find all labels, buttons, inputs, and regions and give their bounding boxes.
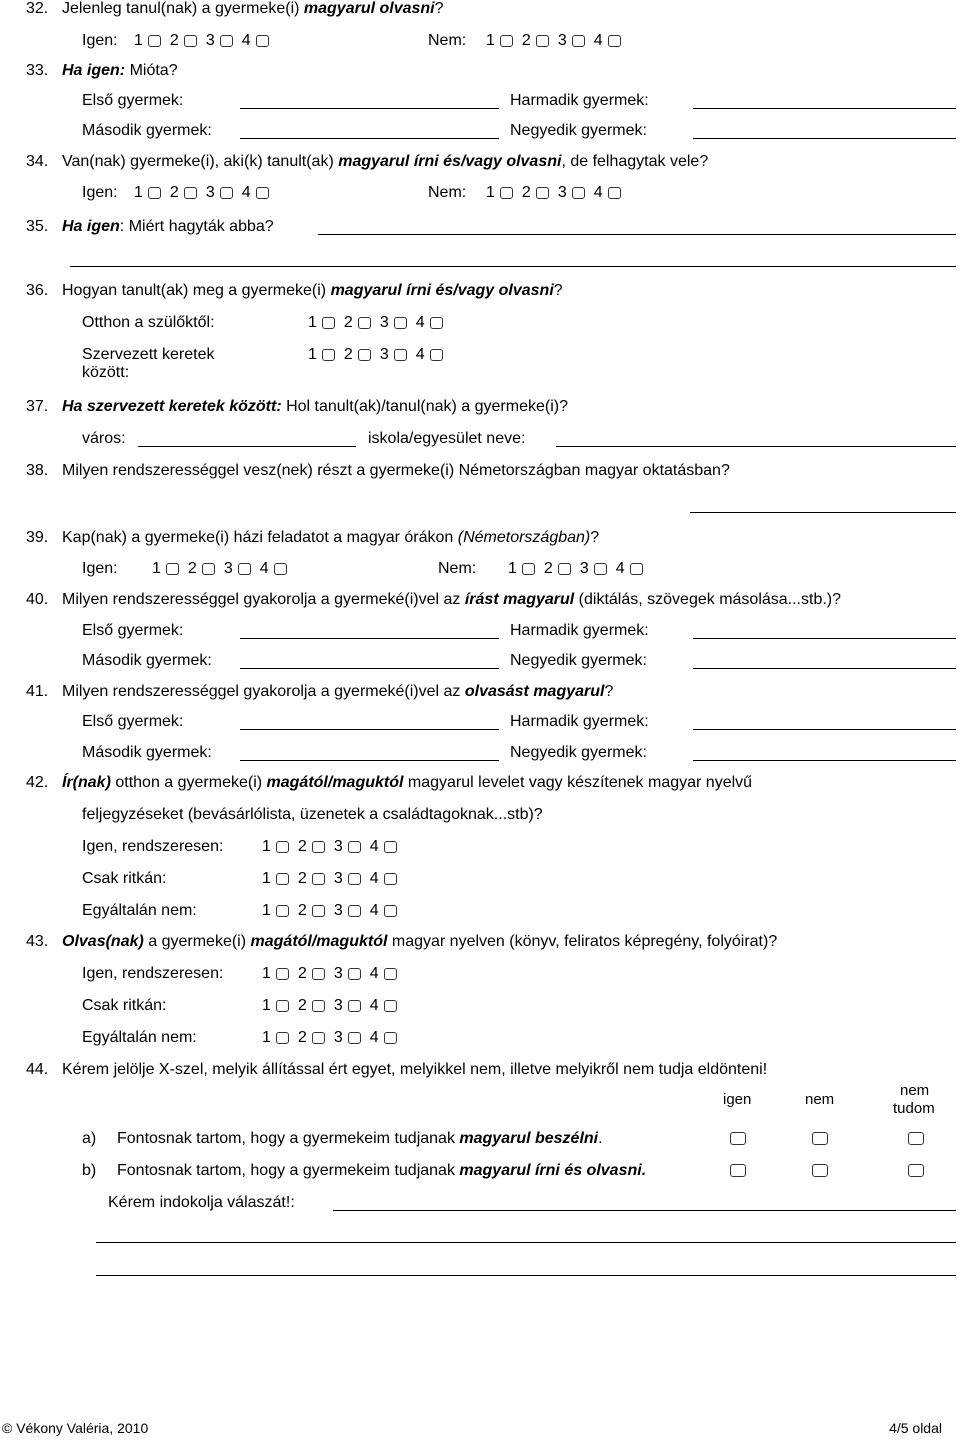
q37-number: 37. — [26, 398, 49, 415]
q43-rare-label: Csak ritkán: — [82, 997, 167, 1014]
q34-yes-options: 1 2 3 4 — [134, 184, 269, 202]
checkbox[interactable] — [312, 1032, 325, 1044]
checkbox[interactable] — [430, 317, 443, 329]
q41-text: Milyen rendszerességgel gyakorolja a gyermeké(i)vel az olvasást magyarul? — [62, 683, 614, 700]
q42-regular-options: 1 2 3 4 — [262, 838, 397, 856]
checkbox[interactable] — [500, 187, 513, 199]
q44-b-no-checkbox[interactable] — [812, 1164, 828, 1177]
q42-never-options: 1 2 3 4 — [262, 902, 397, 920]
q39-number: 39. — [26, 529, 49, 546]
checkbox[interactable] — [358, 349, 371, 361]
checkbox[interactable] — [276, 905, 289, 917]
checkbox[interactable] — [558, 563, 571, 575]
q40-third-answer-line[interactable] — [693, 638, 956, 639]
checkbox[interactable] — [384, 905, 397, 917]
q41-fourth-answer-line[interactable] — [693, 760, 956, 761]
q44-col-yes: igen — [723, 1091, 752, 1108]
q40-first-label: Első gyermek: — [82, 622, 184, 639]
q44-b-letter: b) — [82, 1162, 97, 1179]
q39-no-label: Nem: — [438, 560, 477, 577]
checkbox[interactable] — [312, 905, 325, 917]
q44-reason-line-3[interactable] — [96, 1275, 956, 1276]
q41-fourth-label: Negyedik gyermek: — [510, 744, 647, 761]
q34-number: 34. — [26, 153, 49, 170]
q44-col-no: nem — [805, 1091, 835, 1108]
q32-text: Jelenleg tanul(nak) a gyermeke(i) magyarul olvasni? — [62, 0, 444, 17]
checkbox[interactable] — [148, 35, 161, 47]
q42-rare-label: Csak ritkán: — [82, 870, 167, 887]
checkbox[interactable] — [430, 349, 443, 361]
q42-number: 42. — [26, 774, 49, 791]
q44-a-letter: a) — [82, 1130, 97, 1147]
checkbox[interactable] — [276, 873, 289, 885]
checkbox[interactable] — [166, 563, 179, 575]
checkbox[interactable] — [348, 1000, 361, 1012]
checkbox[interactable] — [522, 563, 535, 575]
q33-number: 33. — [26, 62, 49, 79]
q35-answer-line[interactable] — [318, 234, 956, 235]
checkbox[interactable] — [536, 187, 549, 199]
q43-text: Olvas(nak) a gyermeke(i) magától/maguktól magyar nyelven (könyv, feliratos képregény, folyóirat)? — [62, 933, 778, 950]
checkbox[interactable] — [238, 563, 251, 575]
checkbox[interactable] — [594, 563, 607, 575]
q36-home-options: 1 2 3 4 — [308, 314, 443, 332]
q42-text-2: feljegyzéseket (bevásárlólista, üzenetek a családtagoknak...stb)? — [82, 806, 543, 823]
q33-text: Ha igen: Mióta? — [62, 62, 178, 79]
checkbox[interactable] — [394, 317, 407, 329]
checkbox[interactable] — [148, 187, 161, 199]
q43-regular-options: 1 2 3 4 — [262, 965, 397, 983]
q43-regular-label: Igen, rendszeresen: — [82, 965, 224, 982]
q41-number: 41. — [26, 683, 49, 700]
q37-school-line[interactable] — [556, 446, 956, 447]
q37-city-line[interactable] — [138, 446, 356, 447]
q44-a-text: Fontosnak tartom, hogy a gyermekeim tudjanak magyarul beszélni. — [117, 1130, 603, 1147]
q32-no-options: 1 2 3 4 — [486, 32, 621, 50]
q32-number: 32. — [26, 0, 49, 17]
q33-fourth-answer-line[interactable] — [693, 138, 956, 139]
checkbox[interactable] — [184, 35, 197, 47]
q36-organized-label-2: között: — [82, 364, 130, 381]
q44-a-yes-checkbox[interactable] — [730, 1132, 746, 1145]
q37-city-label: város: — [82, 430, 126, 447]
q43-never-label: Egyáltalán nem: — [82, 1029, 197, 1046]
checkbox[interactable] — [348, 905, 361, 917]
q33-third-label: Harmadik gyermek: — [510, 92, 649, 109]
q33-third-answer-line[interactable] — [693, 108, 956, 109]
q38-text: Milyen rendszerességgel vesz(nek) részt a gyermeke(i) Németországban magyar oktatásban? — [62, 462, 730, 479]
q35-text: Ha igen: Miért hagyták abba? — [62, 218, 274, 235]
q44-b-dontknow-checkbox[interactable] — [908, 1164, 924, 1177]
q42-rare-options: 1 2 3 4 — [262, 870, 397, 888]
checkbox[interactable] — [276, 968, 289, 980]
q36-number: 36. — [26, 282, 49, 299]
q40-second-answer-line[interactable] — [240, 668, 499, 669]
q40-fourth-answer-line[interactable] — [693, 668, 956, 669]
checkbox[interactable] — [384, 1000, 397, 1012]
q44-a-dontknow-checkbox[interactable] — [908, 1132, 924, 1145]
checkbox[interactable] — [276, 1000, 289, 1012]
checkbox[interactable] — [312, 1000, 325, 1012]
q42-text: Ír(nak) otthon a gyermeke(i) magától/maguktól magyarul levelet vagy készítenek magyar nyelvű — [62, 774, 753, 791]
q44-number: 44. — [26, 1061, 49, 1078]
q43-never-options: 1 2 3 4 — [262, 1029, 397, 1047]
q36-organized-label: Szervezett keretek — [82, 346, 215, 363]
footer-page-number: 4/5 oldal — [889, 1420, 942, 1436]
q41-first-answer-line[interactable] — [240, 729, 499, 730]
q32-yes-options: 1 2 3 4 — [134, 32, 269, 50]
q39-text: Kap(nak) a gyermeke(i) házi feladatot a magyar órákon (Németországban)? — [62, 529, 600, 546]
checkbox[interactable] — [500, 35, 513, 47]
q40-fourth-label: Negyedik gyermek: — [510, 652, 647, 669]
checkbox[interactable] — [274, 563, 287, 575]
q40-second-label: Második gyermek: — [82, 652, 212, 669]
q40-number: 40. — [26, 591, 49, 608]
q34-no-options: 1 2 3 4 — [486, 184, 621, 202]
checkbox[interactable] — [312, 841, 325, 853]
q44-reason-line-1[interactable] — [333, 1210, 956, 1211]
q35-answer-line-2[interactable] — [70, 266, 956, 267]
checkbox[interactable] — [384, 873, 397, 885]
checkbox[interactable] — [312, 873, 325, 885]
q44-b-yes-checkbox[interactable] — [730, 1164, 746, 1177]
q37-text: Ha szervezett keretek között: Hol tanult(ak)/tanul(nak) a gyermeke(i)? — [62, 398, 568, 415]
q39-yes-options: 1 2 3 4 — [152, 560, 287, 578]
q33-first-label: Első gyermek: — [82, 92, 184, 109]
q41-second-answer-line[interactable] — [240, 760, 499, 761]
checkbox[interactable] — [348, 1032, 361, 1044]
q44-text: Kérem jelölje X-szel, melyik állítással ért egyet, melyikkel nem, illetve melyikről nem tudja eldönteni! — [62, 1061, 768, 1078]
checkbox[interactable] — [358, 317, 371, 329]
checkbox[interactable] — [348, 873, 361, 885]
checkbox[interactable] — [384, 1032, 397, 1044]
q37-school-label: iskola/egyesület neve: — [368, 430, 526, 447]
q33-first-answer-line[interactable] — [240, 108, 499, 109]
q36-organized-options: 1 2 3 4 — [308, 346, 443, 364]
q35-number: 35. — [26, 218, 49, 235]
q33-second-label: Második gyermek: — [82, 122, 212, 139]
checkbox[interactable] — [536, 35, 549, 47]
q41-third-label: Harmadik gyermek: — [510, 713, 649, 730]
checkbox[interactable] — [630, 563, 643, 575]
q43-number: 43. — [26, 933, 49, 950]
q33-second-answer-line[interactable] — [240, 138, 499, 139]
q36-text: Hogyan tanult(ak) meg a gyermeke(i) magyarul írni és/vagy olvasni? — [62, 282, 563, 299]
checkbox[interactable] — [276, 1032, 289, 1044]
checkbox[interactable] — [608, 35, 621, 47]
checkbox[interactable] — [220, 187, 233, 199]
checkbox[interactable] — [384, 841, 397, 853]
q32-yes-label: Igen: — [82, 32, 118, 49]
q44-reason-line-2[interactable] — [96, 1242, 956, 1243]
checkbox[interactable] — [276, 841, 289, 853]
checkbox[interactable] — [384, 968, 397, 980]
q33-fourth-label: Negyedik gyermek: — [510, 122, 647, 139]
checkbox[interactable] — [322, 317, 335, 329]
checkbox[interactable] — [312, 968, 325, 980]
q34-yes-label: Igen: — [82, 184, 118, 201]
q44-reason-label: Kérem indokolja válaszát!: — [108, 1194, 295, 1211]
q39-yes-label: Igen: — [82, 560, 118, 577]
q42-regular-label: Igen, rendszeresen: — [82, 838, 224, 855]
q36-home-label: Otthon a szülőktől: — [82, 314, 215, 331]
q40-first-answer-line[interactable] — [240, 638, 499, 639]
checkbox[interactable] — [322, 349, 335, 361]
footer-copyright: © Vékony Valéria, 2010 — [2, 1420, 149, 1436]
q34-text: Van(nak) gyermeke(i), aki(k) tanult(ak) magyarul írni és/vagy olvasni, de felhagytak vele? — [62, 153, 709, 170]
q41-third-answer-line[interactable] — [693, 729, 956, 730]
q40-text: Milyen rendszerességgel gyakorolja a gyermeké(i)vel az írást magyarul (diktálás, szövegek másolása...stb.)? — [62, 591, 842, 608]
q44-col-dontknow-1: nem — [900, 1082, 930, 1099]
q42-never-label: Egyáltalán nem: — [82, 902, 197, 919]
checkbox[interactable] — [220, 35, 233, 47]
q44-a-no-checkbox[interactable] — [812, 1132, 828, 1145]
checkbox[interactable] — [348, 968, 361, 980]
checkbox[interactable] — [348, 841, 361, 853]
checkbox[interactable] — [202, 563, 215, 575]
checkbox[interactable] — [184, 187, 197, 199]
checkbox[interactable] — [394, 349, 407, 361]
q32-no-label: Nem: — [428, 32, 467, 49]
q41-first-label: Első gyermek: — [82, 713, 184, 730]
checkbox[interactable] — [572, 35, 585, 47]
q43-rare-options: 1 2 3 4 — [262, 997, 397, 1015]
q38-answer-line[interactable] — [690, 512, 956, 513]
checkbox[interactable] — [572, 187, 585, 199]
q38-number: 38. — [26, 462, 49, 479]
q44-col-dontknow-2: tudom — [893, 1100, 935, 1117]
checkbox[interactable] — [256, 35, 269, 47]
checkbox[interactable] — [608, 187, 621, 199]
q34-no-label: Nem: — [428, 184, 467, 201]
q44-b-text: Fontosnak tartom, hogy a gyermekeim tudjanak magyarul írni és olvasni. — [117, 1162, 647, 1179]
q41-second-label: Második gyermek: — [82, 744, 212, 761]
q40-third-label: Harmadik gyermek: — [510, 622, 649, 639]
q39-no-options: 1 2 3 4 — [508, 560, 643, 578]
checkbox[interactable] — [256, 187, 269, 199]
